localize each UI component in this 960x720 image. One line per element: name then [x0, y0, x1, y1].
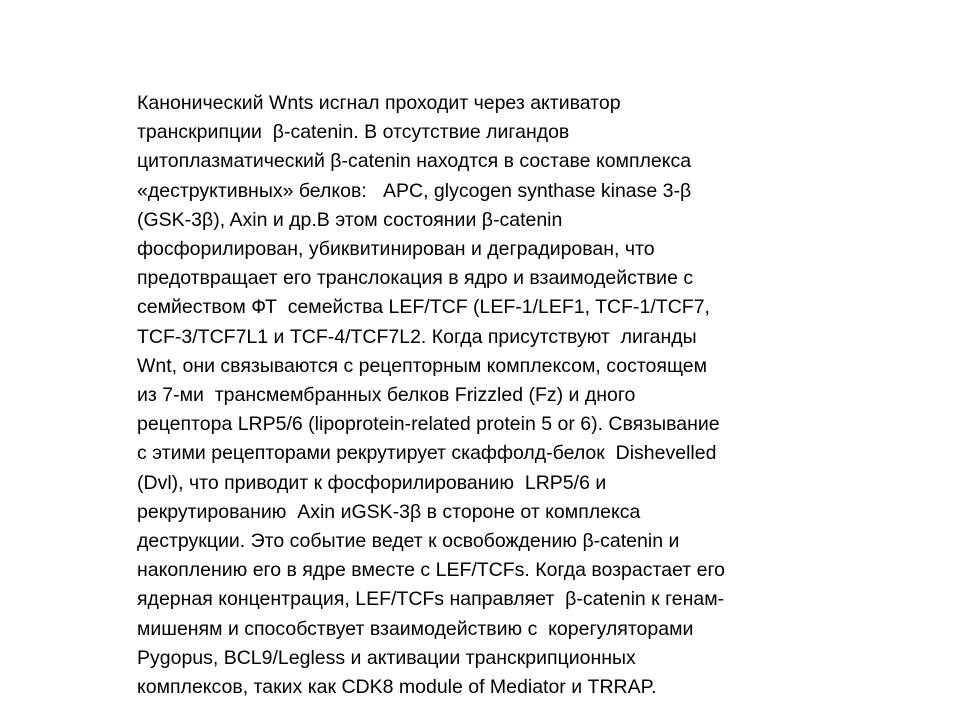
text-line: (Dvl), что приводит к фосфорилированию LRP5/6 и — [137, 471, 607, 494]
text-line: Pygopus, BCL9/Legless и активации транскрипционных — [137, 646, 636, 669]
text-line: предотвращает его транслокация в ядро и взаимодействие с — [137, 267, 694, 290]
text-line: рецептора LRP5/6 (lipoprotein-related protein 5 or 6). Связывание — [137, 413, 720, 436]
text-line: TCF-3/TCF7L1 и TCF-4/TCF7L2. Когда присутствуют лиганды — [137, 325, 697, 348]
text-line: накоплению его в ядре вместе с LEF/TCFs. Когда возрастает его — [137, 559, 725, 582]
body-paragraph — [137, 89, 937, 702]
text-line: семйеством ФТ семейства LEF/TCF (LEF-1/LEF1, TCF-1/TCF7, — [137, 296, 710, 319]
text-line: ядерная концентрация, LEF/TCFs направляет β-catenin к генам- — [137, 588, 725, 611]
text-line: фосфорилирован, убиквитинирован и деградирован, что — [137, 238, 655, 261]
text-line: Wnt, они связываются с рецепторным комплексом, состоящем — [137, 354, 708, 377]
text-line: цитоплазматический β-catenin находтся в составе комплекса — [137, 150, 692, 173]
text-line: рекрутированию Axin иGSK-3β в стороне от комплекса — [137, 500, 641, 523]
text-line: (GSK-3β), Axin и др.В этом состоянии β-catenin — [137, 208, 563, 231]
text-line: Канонический Wnts исгнал проходит через активатор — [137, 92, 621, 114]
text-line: «деструктивных» белков: APC, glycogen synthase kinase 3-β — [137, 179, 692, 202]
text-line: деструкции. Это событие ведет к освобождению β-catenin и — [137, 530, 680, 553]
text-line: мишеням и способствует взаимодействию с корегуляторами — [137, 617, 694, 640]
text-line: из 7-ми трансмембранных белков Frizzled (Fz) и дного — [137, 384, 636, 407]
text-line: с этими рецепторами рекрутирует скаффолд-белок Dishevelled — [137, 442, 717, 465]
text-line: транскрипции β-catenin. В отсутствие лигандов — [137, 121, 570, 144]
text-line: комплексов, таких как CDK8 module of Mediator и TRRAP. — [137, 676, 657, 699]
